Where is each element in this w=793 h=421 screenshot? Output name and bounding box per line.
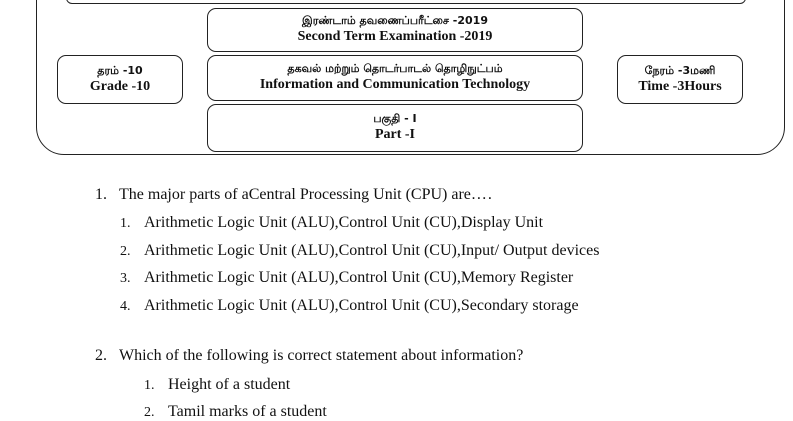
time-tamil: நேரம் -3மணி	[644, 63, 716, 77]
option-number: 4.	[120, 299, 131, 314]
option-number: 3.	[120, 271, 131, 286]
option-text: Tamil marks of a student	[168, 403, 327, 420]
time-english: Time -3Hours	[638, 78, 722, 94]
option-number: 1.	[144, 378, 155, 393]
part-english: Part -I	[374, 127, 416, 143]
grade-tamil: தரம் -10	[97, 63, 143, 77]
question-number: 1.	[95, 186, 107, 203]
question-number: 2.	[95, 347, 107, 364]
option-text: Arithmetic Logic Unit (ALU),Control Unit (CU),Memory Register	[144, 269, 574, 286]
question-1	[95, 186, 493, 204]
option-text: Height of a student	[168, 376, 291, 393]
subject-tamil: தகவல் மற்றும் தொடர்பாடல் தொழிநுட்பம்	[287, 62, 503, 76]
option-text: Arithmetic Logic Unit (ALU),Control Unit (CU),Input/ Output devices	[144, 242, 600, 259]
list-item	[120, 297, 579, 315]
option-number: 2.	[120, 244, 131, 259]
grade-english: Grade -10	[89, 78, 151, 94]
list-item	[120, 242, 599, 260]
question-ellipsis: ….	[470, 186, 493, 203]
part-tamil: பகுதி - I	[373, 112, 417, 126]
time-box	[617, 55, 743, 104]
option-number: 1.	[120, 216, 131, 231]
exam-title-tamil: இரண்டாம் தவணைப்பரீட்சை -2019	[302, 14, 488, 28]
exam-title-box	[207, 8, 583, 52]
school-name-bar	[66, 0, 746, 4]
list-item	[144, 376, 290, 394]
list-item	[120, 214, 543, 232]
subject-box	[207, 55, 583, 101]
list-item	[120, 269, 573, 287]
exam-title-english: Second Term Examination -2019	[297, 29, 493, 45]
question-text: The major parts of aCentral Processing Unit (CPU) are	[119, 186, 471, 203]
grade-box	[57, 55, 183, 104]
subject-english: Information and Communication Technology	[259, 77, 531, 93]
option-text: Arithmetic Logic Unit (ALU),Control Unit (CU),Display Unit	[144, 214, 544, 231]
part-box	[207, 104, 583, 152]
option-number: 2.	[144, 405, 155, 420]
option-text: Arithmetic Logic Unit (ALU),Control Unit (CU),Secondary storage	[144, 297, 579, 314]
question-text: Which of the following is correct statement about information?	[119, 347, 524, 364]
question-2	[95, 347, 523, 365]
list-item	[144, 403, 327, 421]
